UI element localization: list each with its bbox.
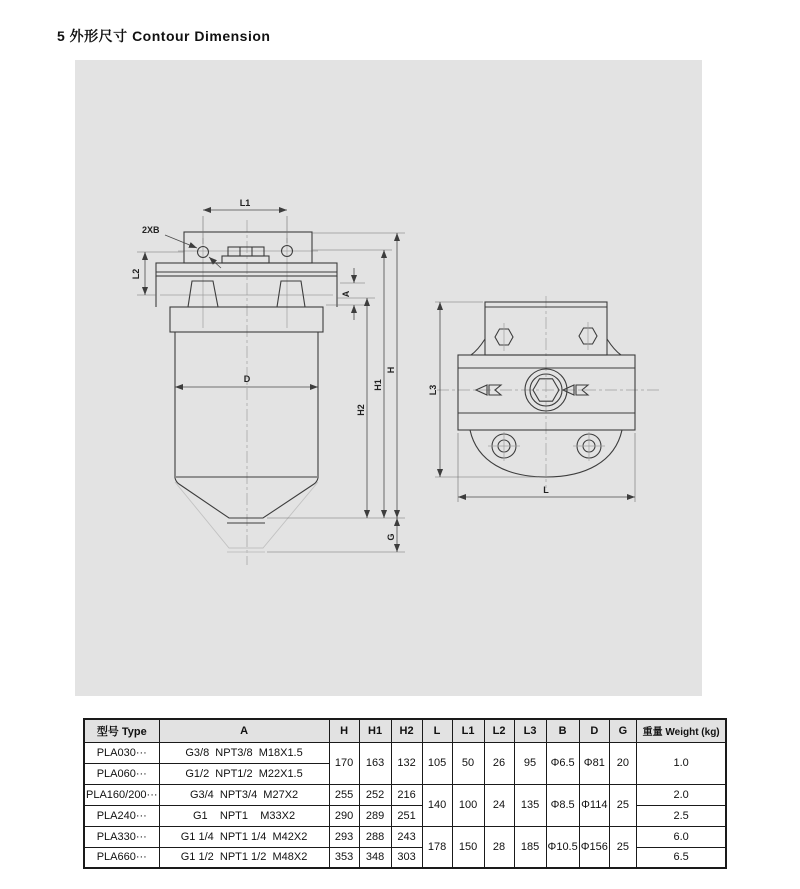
value-cell: 2.5 (636, 805, 726, 826)
value-cell: Φ6.5 (546, 742, 579, 784)
col-header-6: L1 (452, 719, 484, 742)
col-header-3: H1 (359, 719, 391, 742)
value-cell: 50 (452, 742, 484, 784)
col-header-0: 型号 Type (84, 719, 159, 742)
col-header-12: 重量 Weight (kg) (636, 719, 726, 742)
type-cell: PLA660··· (84, 847, 159, 868)
value-cell: G1 1/4 NPT1 1/4 M42X2 (159, 826, 329, 847)
value-cell: 25 (609, 784, 636, 826)
value-cell: 6.0 (636, 826, 726, 847)
page-title: 5 外形尺寸 Contour Dimension (57, 28, 271, 44)
value-cell: 163 (359, 742, 391, 784)
value-cell: 185 (514, 826, 546, 868)
value-cell: 170 (329, 742, 359, 784)
col-header-10: D (579, 719, 609, 742)
value-cell: 216 (391, 784, 422, 805)
value-cell: 140 (422, 784, 452, 826)
head-flange (170, 307, 323, 332)
contour-drawing (75, 60, 702, 696)
table-head (84, 719, 726, 742)
value-cell: 251 (391, 805, 422, 826)
dim-label-h1: H1 (373, 379, 383, 391)
col-header-7: L2 (484, 719, 514, 742)
boss-right (573, 432, 605, 461)
type-cell: PLA060··· (84, 763, 159, 784)
value-cell: 20 (609, 742, 636, 784)
value-cell: 95 (514, 742, 546, 784)
value-cell: G3/8 NPT3/8 M18X1.5 (159, 742, 329, 763)
table-body (84, 742, 726, 868)
col-header-9: B (546, 719, 579, 742)
value-cell: 150 (452, 826, 484, 868)
value-cell: 25 (609, 826, 636, 868)
table-row-4 (84, 826, 726, 847)
hex-bolt-right (579, 322, 597, 350)
dim-label-l2: L2 (131, 268, 141, 280)
drawing-panel (75, 60, 702, 696)
type-cell: PLA240··· (84, 805, 159, 826)
col-header-2: H (329, 719, 359, 742)
value-cell: 132 (391, 742, 422, 784)
col-header-8: L3 (514, 719, 546, 742)
value-cell: 348 (359, 847, 391, 868)
hex-nut (222, 247, 269, 263)
value-cell: 353 (329, 847, 359, 868)
table-row-0 (84, 742, 726, 763)
type-cell: PLA160/200··· (84, 784, 159, 805)
dimension-table (83, 718, 727, 869)
col-header-11: G (609, 719, 636, 742)
value-cell: G3/4 NPT3/4 M27X2 (159, 784, 329, 805)
dim-label-2xb: 2XB (142, 225, 160, 235)
value-cell: 105 (422, 742, 452, 784)
hex-bolt-left (495, 323, 513, 351)
head-lug-right (277, 281, 305, 307)
value-cell: 289 (359, 805, 391, 826)
value-cell: 303 (391, 847, 422, 868)
dim-label-h: H (386, 366, 396, 374)
dim-label-l3: L3 (428, 384, 438, 396)
col-header-4: H2 (391, 719, 422, 742)
value-cell: 243 (391, 826, 422, 847)
boss-left (488, 432, 520, 461)
dim-label-d: D (243, 374, 251, 384)
value-cell: 24 (484, 784, 514, 826)
dim-label-l1: L1 (239, 198, 251, 208)
side-body (458, 355, 635, 430)
dim-label-a: A (341, 290, 351, 298)
value-cell: G1 1/2 NPT1 1/2 M48X2 (159, 847, 329, 868)
value-cell: 135 (514, 784, 546, 826)
col-header-1: A (159, 719, 329, 742)
type-cell: PLA330··· (84, 826, 159, 847)
col-header-5: L (422, 719, 452, 742)
value-cell: Φ81 (579, 742, 609, 784)
value-cell: Φ10.5 (546, 826, 579, 868)
type-cell: PLA030··· (84, 742, 159, 763)
value-cell: G1 NPT1 M33X2 (159, 805, 329, 826)
value-cell: 252 (359, 784, 391, 805)
value-cell: 288 (359, 826, 391, 847)
value-cell: 6.5 (636, 847, 726, 868)
value-cell: 100 (452, 784, 484, 826)
dim-label-l: L (543, 485, 549, 495)
dim-label-h2: H2 (356, 404, 366, 416)
table-row-2 (84, 784, 726, 805)
value-cell: Φ8.5 (546, 784, 579, 826)
value-cell: 26 (484, 742, 514, 784)
side-view (428, 296, 660, 502)
value-cell: Φ156 (579, 826, 609, 868)
value-cell: G1/2 NPT1/2 M22X1.5 (159, 763, 329, 784)
front-view (131, 198, 405, 565)
head-plate (156, 263, 337, 276)
value-cell: 290 (329, 805, 359, 826)
value-cell: Φ114 (579, 784, 609, 826)
value-cell: 255 (329, 784, 359, 805)
value-cell: 2.0 (636, 784, 726, 805)
header-row (84, 719, 726, 742)
value-cell: 293 (329, 826, 359, 847)
value-cell: 1.0 (636, 742, 726, 784)
dim-label-g: G (386, 533, 396, 541)
filter-bowl (175, 332, 318, 552)
value-cell: 178 (422, 826, 452, 868)
value-cell: 28 (484, 826, 514, 868)
